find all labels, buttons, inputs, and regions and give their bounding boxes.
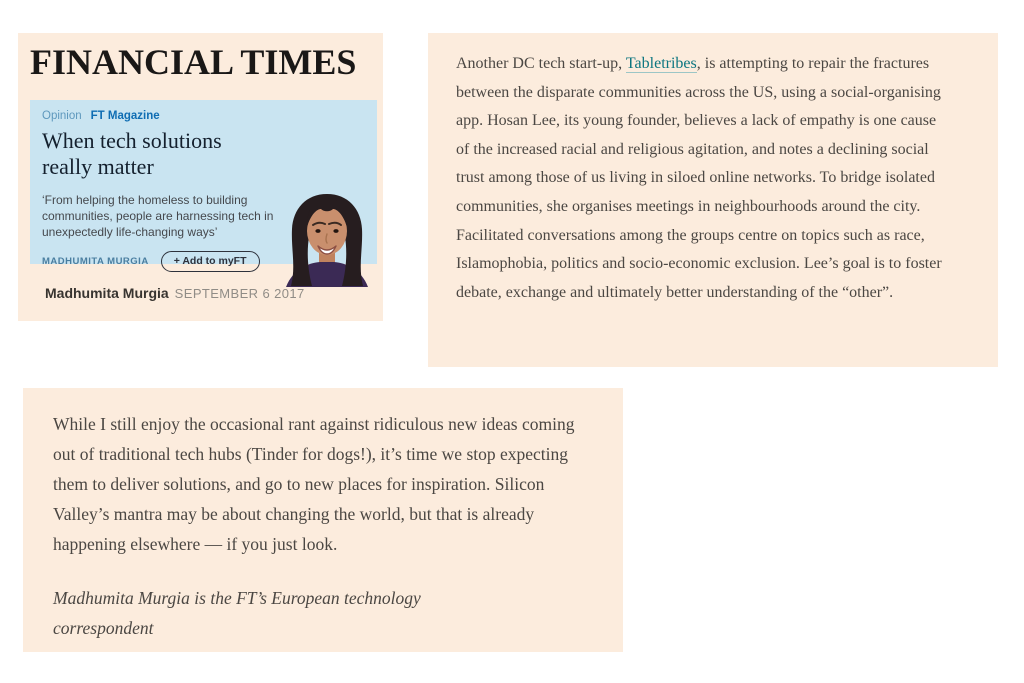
author-tag-link[interactable]: MADHUMITA MURGIA [42, 256, 149, 267]
tabletribes-link[interactable]: Tabletribes [625, 55, 697, 72]
article-kicker [42, 109, 365, 124]
excerpt-paragraph [456, 50, 944, 307]
conclusion-paragraph: While I still enjoy the occasional rant against ridiculous new ideas coming out of traditional tech hubs (Tinder for dogs!), it’s time we stop expecting them to deliver solutions, and go to new places for inspiration. Silicon Valley’s mantra may be about changing the world, but that is already happening elsewhere — if you just look. [53, 414, 575, 554]
kicker-ft-magazine-link[interactable]: FT Magazine [90, 110, 160, 122]
author-portrait-photo [276, 191, 378, 287]
byline-author-name: Madhumita Murgia [45, 285, 169, 301]
excerpt-text-after-link: , is attempting to repair the fractures between the disparate communities across the US, using a social-organising app. Hosan Lee, its young founder, believes a lack of empathy is one cause of the increased racial and religious agitation, and notes a declining social trust among those of us living in siloed online networks. To bridge isolated communities, she organises meetings in neighbourhoods around the city. Facilitated conversations among the groups centre on topics such as race, Islamophobia, politics and socio-economic exclusion. Lee’s goal is to foster debate, exchange and ultimately better understanding of the “other”. [456, 55, 942, 301]
ft-masthead-logo: FINANCIAL TIMES [30, 42, 357, 82]
byline-date: SEPTEMBER 6 2017 [174, 286, 305, 301]
article-excerpt-conclusion [23, 388, 623, 652]
article-headline-link[interactable]: When tech solutions really matter [42, 128, 222, 179]
article-standfirst: ‘From helping the homeless to building communities, people are harnessing tech in unexpectedly life-changing ways’ [42, 193, 274, 239]
article-excerpt-tabletribes [428, 33, 998, 367]
ft-article-embed [18, 33, 383, 321]
excerpt-text-before-link: Another DC tech start-up, [456, 55, 626, 72]
add-to-myft-button[interactable]: + Add to myFT [161, 251, 260, 272]
article-byline [45, 285, 305, 303]
author-signature-line: Madhumita Murgia is the FT’s European technology correspondent [53, 588, 421, 638]
kicker-section-opinion[interactable]: Opinion [42, 110, 82, 122]
